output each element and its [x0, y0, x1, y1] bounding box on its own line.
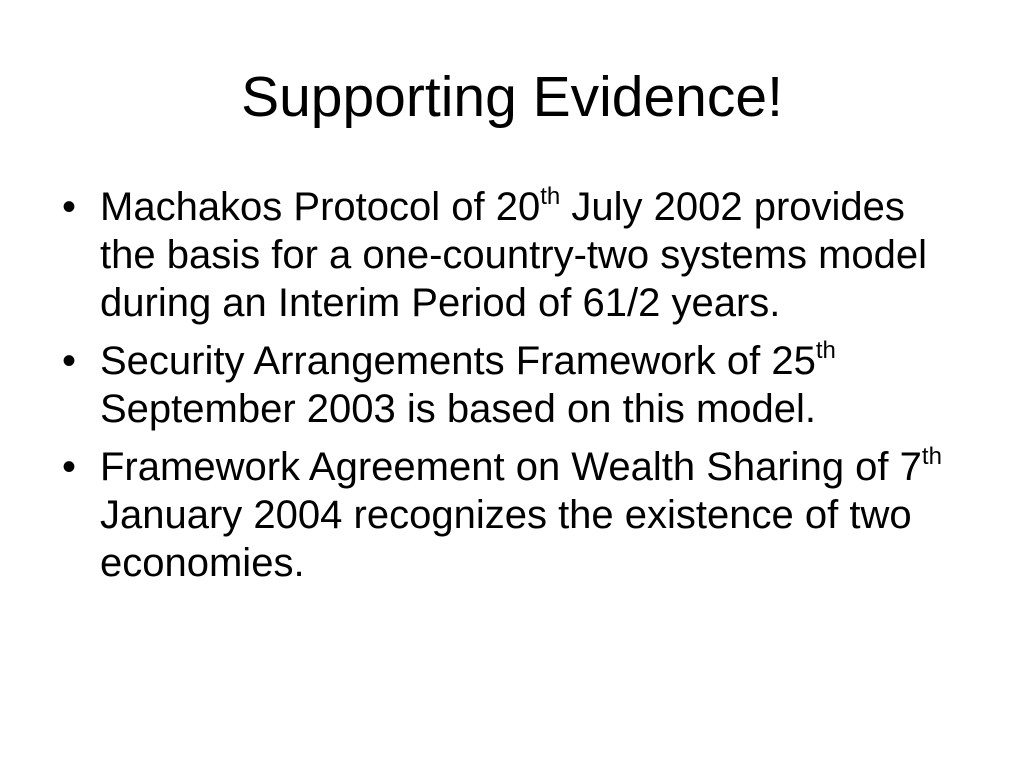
ordinal-suffix: th: [815, 337, 836, 364]
bullet-text-part: Machakos Protocol of 20: [100, 185, 541, 229]
bullet-text-part: July 2002 provides the basis for a one-country-two systems model during an Interim Period of 61/2 years.: [100, 185, 928, 325]
bullet-item-machakos-protocol: [62, 183, 962, 327]
bullet-marker: •: [62, 339, 77, 383]
ordinal-suffix: th: [921, 443, 942, 470]
bullet-text-part: January 2004 recognizes the existence of two economies.: [100, 493, 912, 585]
bullet-list: [62, 183, 962, 597]
bullet-item-wealth-sharing: [62, 443, 962, 587]
bullet-marker: •: [62, 445, 77, 489]
ordinal-suffix: th: [540, 183, 561, 210]
bullet-text-part: Framework Agreement on Wealth Sharing of 7: [100, 445, 922, 489]
bullet-text: [100, 337, 962, 433]
bullet-text-part: Security Arrangements Framework of 25: [100, 339, 816, 383]
bullet-text: [100, 183, 962, 327]
bullet-marker: •: [62, 185, 77, 229]
bullet-item-security-arrangements: [62, 337, 962, 433]
bullet-text: [100, 443, 962, 587]
bullet-text-part: September 2003 is based on this model.: [100, 387, 816, 431]
slide-title: Supporting Evidence!: [241, 65, 783, 129]
